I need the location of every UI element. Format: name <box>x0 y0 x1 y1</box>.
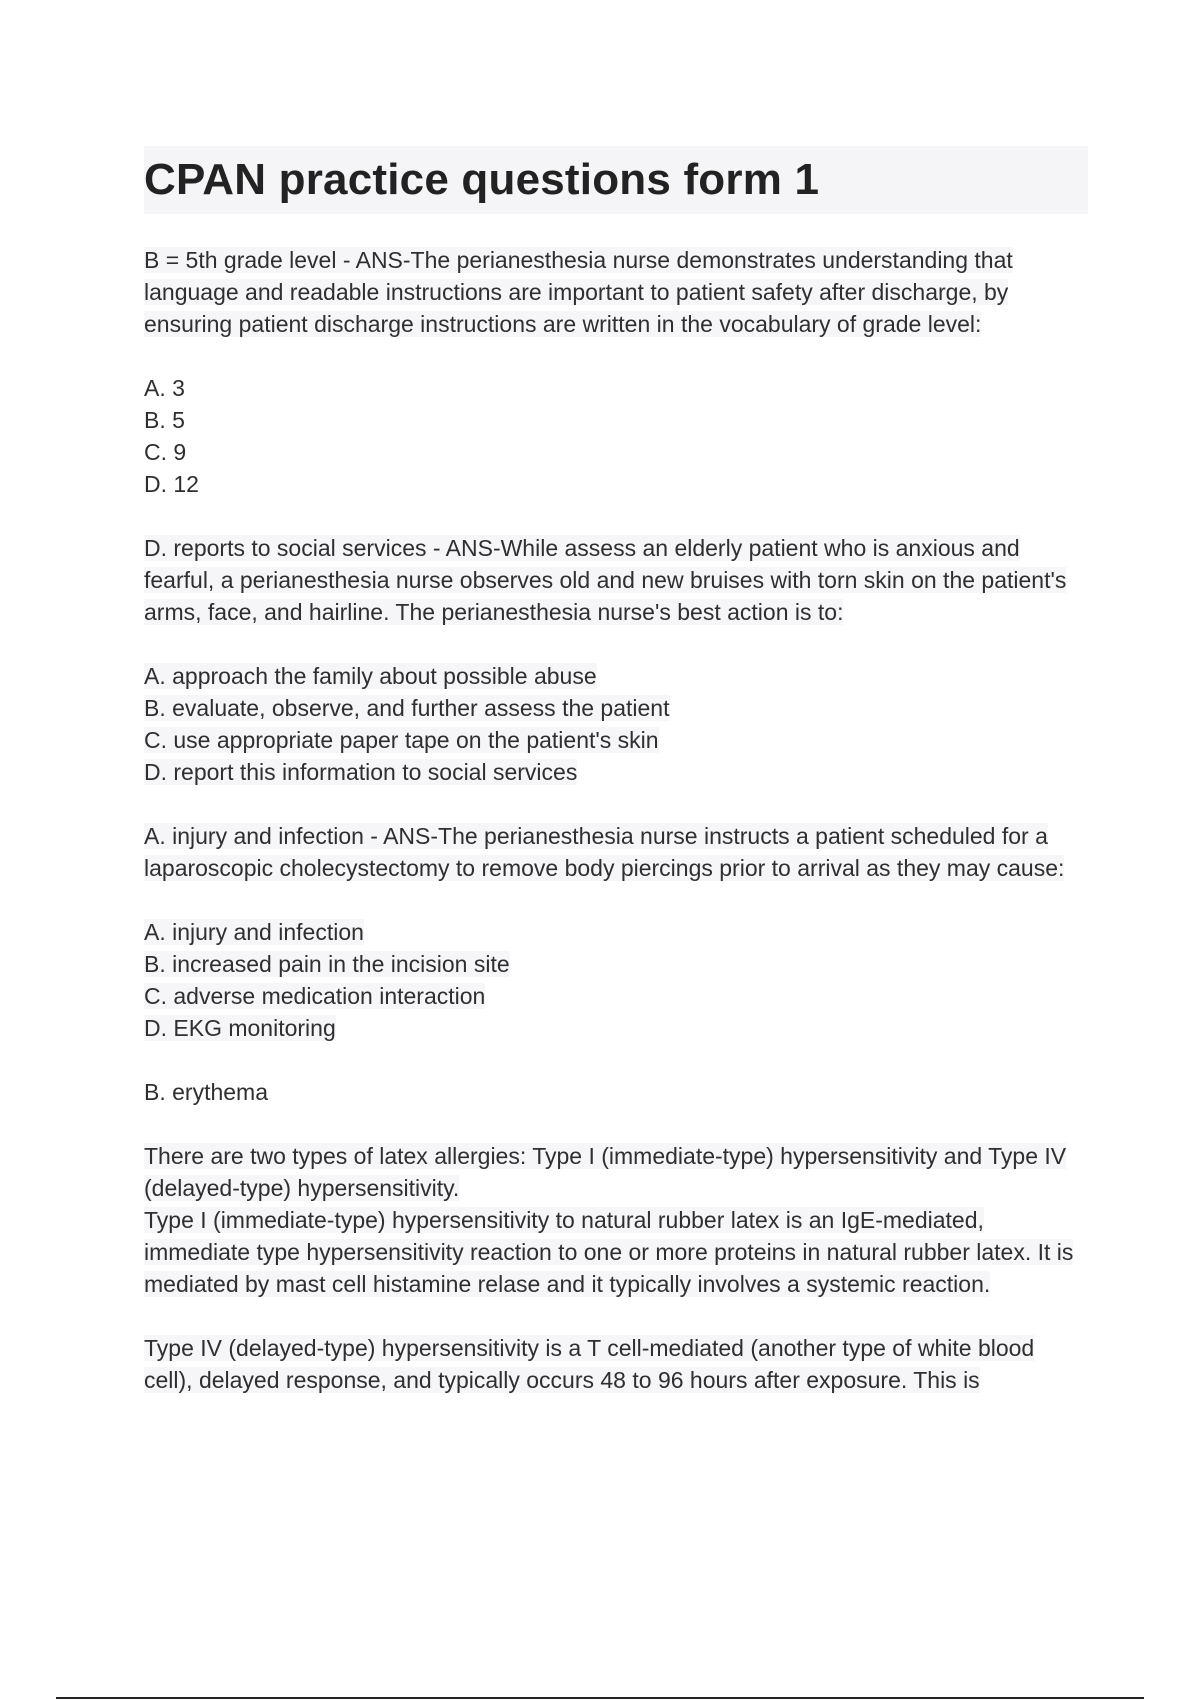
option: D. report this information to social services <box>144 759 578 785</box>
title-band <box>144 146 1088 214</box>
question-2-options <box>144 660 1088 788</box>
page-bottom-rule <box>56 1697 1144 1699</box>
question-3 <box>144 820 1088 884</box>
question-2 <box>144 532 1088 628</box>
question-3-options <box>144 916 1088 1044</box>
option: B. evaluate, observe, and further assess the patient <box>144 695 670 721</box>
explanation-continued <box>144 1332 1088 1396</box>
explanation-paragraph-1: There are two types of latex allergies: Type I (immediate-type) hypersensitivity and Type IV (delayed-type) hypersensitivity. <box>144 1143 1067 1201</box>
option: A. injury and infection <box>144 919 364 945</box>
option: A. approach the family about possible abuse <box>144 663 597 689</box>
explanation-paragraph-3: Type IV (delayed-type) hypersensitivity is a T cell-mediated (another type of white blood cell), delayed response, and typically occurs 48 to 96 hours after exposure. This is <box>144 1335 1035 1393</box>
option: D. 12 <box>144 471 199 497</box>
option: D. EKG monitoring <box>144 1015 336 1041</box>
option: C. adverse medication interaction <box>144 983 486 1009</box>
question-2-stem: D. reports to social services - ANS-While assess an elderly patient who is anxious and fearful, a perianesthesia nurse observes old and new bruises with torn skin on the patient's arms, face, and hairline. The perianesthesia nurse's best action is to: <box>144 535 1067 625</box>
option: B. 5 <box>144 407 185 433</box>
document-page <box>144 146 1088 1428</box>
question-1-stem: B = 5th grade level - ANS-The perianesthesia nurse demonstrates understanding that language and readable instructions are important to patient safety after discharge, by ensuring patient discharge instructions are written in the vocabulary of grade level: <box>144 247 1013 337</box>
question-1 <box>144 244 1088 340</box>
option: C. 9 <box>144 439 187 465</box>
explanation-paragraph-2: Type I (immediate-type) hypersensitivity to natural rubber latex is an IgE-mediated, immediate type hypersensitivity reaction to one or more proteins in natural rubber latex. It is mediated by mast cell histamine relase and it typically involves a systemic reaction. <box>144 1207 1074 1297</box>
option: B. increased pain in the incision site <box>144 951 510 977</box>
answer-text: B. erythema <box>144 1079 268 1105</box>
option: C. use appropriate paper tape on the patient's skin <box>144 727 659 753</box>
question-3-stem: A. injury and infection - ANS-The perianesthesia nurse instructs a patient scheduled for a laparoscopic cholecystectomy to remove body piercings prior to arrival as they may cause: <box>144 823 1065 881</box>
explanation <box>144 1140 1088 1300</box>
page-title: CPAN practice questions form 1 <box>144 155 820 204</box>
option: A. 3 <box>144 375 185 401</box>
question-1-options <box>144 372 1088 500</box>
question-4-answer <box>144 1076 1088 1108</box>
